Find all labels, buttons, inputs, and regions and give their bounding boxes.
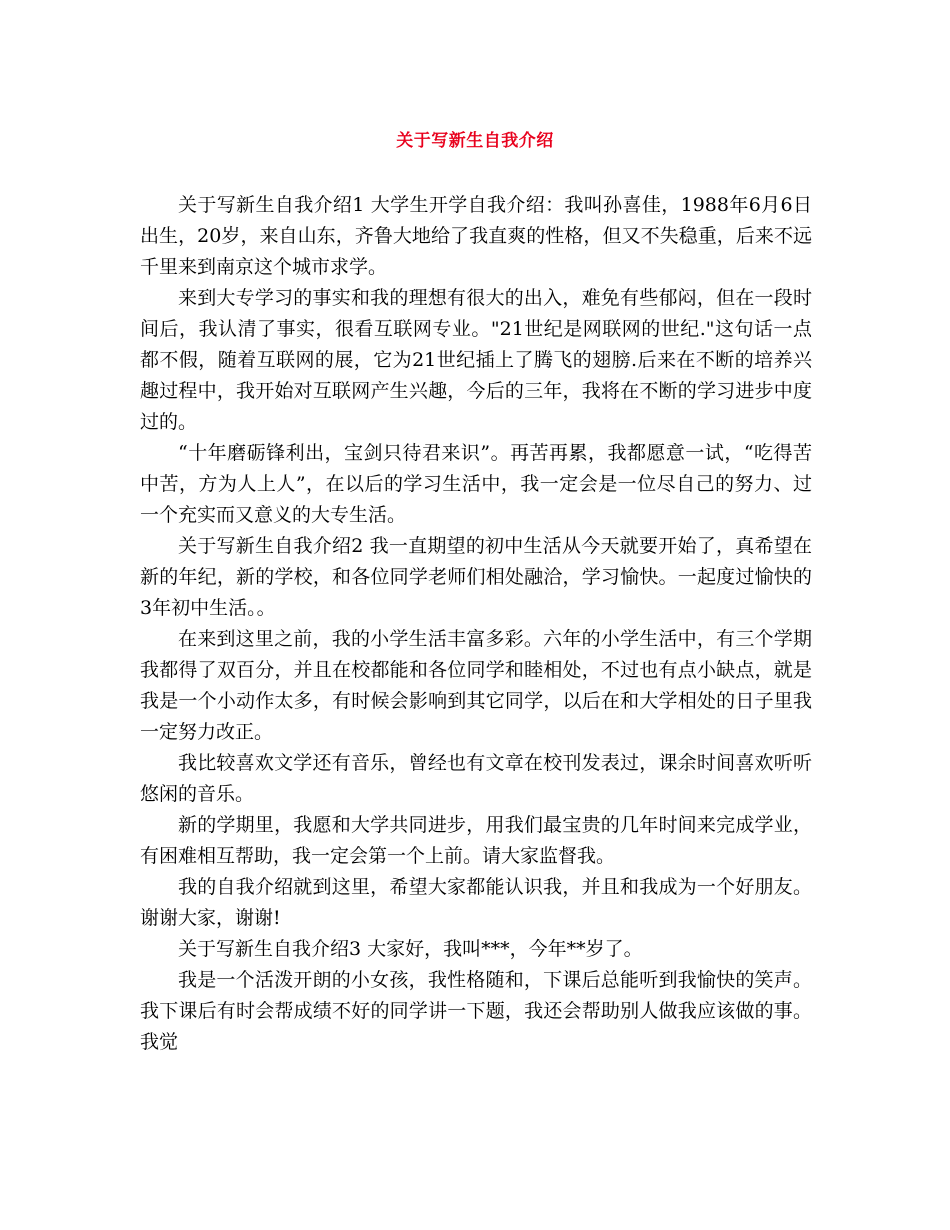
paragraph-6: 我比较喜欢文学还有音乐，曾经也有文章在校刊发表过，课余时间喜欢听听悠闲的音乐。 — [140, 752, 812, 805]
paragraph-5: 在来到这里之前，我的小学生活丰富多彩。六年的小学生活中，有三个学期我都得了双百分，并且在校都能和各位同学和睦相处，不过也有点小缺点，就是我是一个小动作太多，有时候会影响到其它同学，以后在和大学相处的日子里我一定努力改正。 — [140, 628, 812, 743]
paragraph-10: 我是一个活泼开朗的小女孩，我性格随和，下课后总能听到我愉快的笑声。我下课后有时会帮成绩不好的同学讲一下题，我还会帮助别人做我应该做的事。我觉 — [140, 969, 812, 1053]
paragraph-1: 关于写新生自我介绍1 大学生开学自我介绍：我叫孙喜佳，1988年6月6日出生，20岁，来自山东，齐鲁大地给了我直爽的性格，但又不失稳重，后来不远千里来到南京这个城市求学。 — [140, 194, 812, 278]
paragraph-3: “十年磨砺锋利出，宝剑只待君来识”。再苦再累，我都愿意一试，“吃得苦中苦，方为人上人”，在以后的学习生活中，我一定会是一位尽自己的努力、过一个充实而又意义的大专生活。 — [140, 442, 812, 526]
paragraph-8: 我的自我介绍就到这里，希望大家都能认识我，并且和我成为一个好朋友。谢谢大家，谢谢! — [140, 876, 812, 929]
document-body — [140, 190, 812, 1058]
document-title: 关于写新生自我介绍 — [396, 131, 554, 151]
paragraph-4: 关于写新生自我介绍2 我一直期望的初中生活从今天就要开始了，真希望在新的年纪，新的学校，和各位同学老师们相处融洽，学习愉快。一起度过愉快的3年初中生活。。 — [140, 535, 812, 619]
paragraph-2: 来到大专学习的事实和我的理想有很大的出入，难免有些郁闷，但在一段时间后，我认清了事实，很看互联网专业。"21世纪是网联网的世纪."这句话一点都不假，随着互联网的展，它为21世纪插上了腾飞的翅膀.后来在不断的培养兴趣过程中，我开始对互联网产生兴趣，今后的三年，我将在不断的学习进步中度过的。 — [140, 287, 812, 433]
paragraph-7: 新的学期里，我愿和大学共同进步，用我们最宝贵的几年时间来完成学业，有困难相互帮助，我一定会第一个上前。请大家监督我。 — [140, 814, 812, 867]
paragraph-9: 关于写新生自我介绍3 大家好，我叫***，今年**岁了。 — [178, 938, 643, 960]
